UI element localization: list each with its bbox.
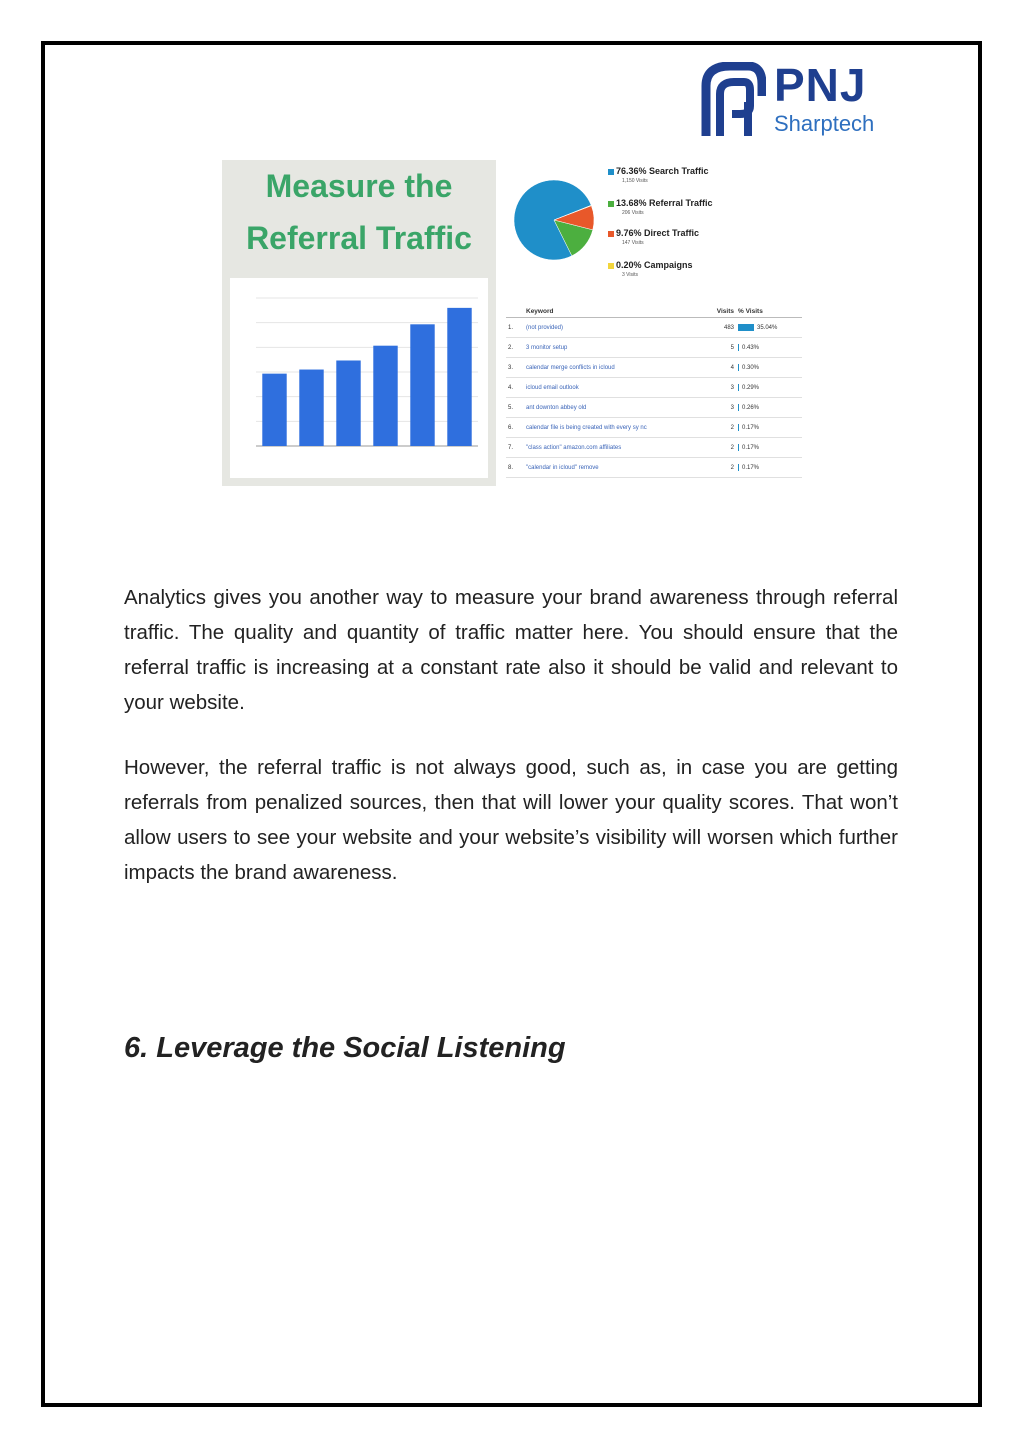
bar	[447, 308, 471, 446]
legend-swatch	[608, 263, 614, 269]
pct-cell	[736, 458, 802, 478]
pct-bar	[738, 404, 739, 411]
traffic-pie-chart	[512, 178, 596, 262]
row-number: 5.	[506, 398, 524, 418]
pct-bar	[738, 444, 739, 451]
pct-label: 0.17%	[742, 425, 760, 432]
keyword-link[interactable]: ant downton abbey old	[524, 398, 702, 418]
table-row	[506, 378, 802, 398]
pct-bar	[738, 424, 739, 431]
table-row	[506, 438, 802, 458]
legend-item	[608, 198, 713, 208]
keyword-link[interactable]: "class action" amazon.com affiliates	[524, 438, 702, 458]
legend-label: 13.68% Referral Traffic	[616, 198, 713, 208]
figure-title-panel	[222, 160, 496, 486]
pct-label: 0.43%	[742, 345, 760, 352]
logo-tagline: Sharptech	[774, 111, 875, 136]
paragraph-referral-risks: However, the referral traffic is not always good, such as, in case you are getting referrals from penalized sources, then that will lower your quality scores. That won’t allow users to see your website and your website’s visibility will worsen which further impacts the brand awareness.	[124, 756, 898, 884]
pct-cell	[736, 398, 802, 418]
table-row	[506, 318, 802, 338]
keyword-link[interactable]: "calendar in icloud" remove	[524, 458, 702, 478]
pct-bar	[738, 464, 739, 471]
table-row	[506, 458, 802, 478]
pct-cell	[736, 378, 802, 398]
legend-visits: 3 Visits	[622, 272, 639, 278]
pct-cell	[736, 338, 802, 358]
bar	[299, 370, 323, 446]
row-number: 4.	[506, 378, 524, 398]
legend-label: 76.36% Search Traffic	[616, 166, 709, 176]
row-number: 2.	[506, 338, 524, 358]
bar	[410, 324, 434, 446]
referral-traffic-figure	[222, 160, 804, 486]
visits-cell: 4	[702, 358, 736, 378]
table-row	[506, 338, 802, 358]
pct-label: 0.29%	[742, 385, 760, 392]
table-header-pct: % Visits	[736, 306, 802, 318]
keyword-link[interactable]: icloud email outlook	[524, 378, 702, 398]
pct-label: 0.30%	[742, 365, 760, 372]
pct-cell	[736, 418, 802, 438]
bar-chart	[230, 278, 488, 478]
pct-label: 35.04%	[757, 325, 778, 332]
bar	[336, 360, 360, 446]
keyword-table	[506, 306, 802, 478]
table-header-keyword: Keyword	[524, 306, 702, 318]
visits-cell: 2	[702, 418, 736, 438]
pct-cell	[736, 318, 802, 338]
table-row	[506, 418, 802, 438]
pct-bar	[738, 364, 739, 371]
bar	[262, 374, 286, 446]
pct-bar	[738, 384, 739, 391]
keyword-link[interactable]: (not provided)	[524, 318, 702, 338]
keyword-link[interactable]: 3 monitor setup	[524, 338, 702, 358]
table-header-visits: Visits	[702, 306, 736, 318]
visits-cell: 3	[702, 398, 736, 418]
legend-visits: 147 Visits	[622, 240, 644, 246]
figure-title-line1: Measure the	[265, 168, 453, 204]
row-number: 7.	[506, 438, 524, 458]
pct-bar	[738, 324, 754, 331]
legend-label: 9.76% Direct Traffic	[616, 228, 700, 238]
row-number: 3.	[506, 358, 524, 378]
visits-cell: 2	[702, 438, 736, 458]
legend-label: 0.20% Campaigns	[616, 260, 693, 270]
keyword-link[interactable]: calendar merge conflicts in icloud	[524, 358, 702, 378]
legend-swatch	[608, 169, 614, 175]
pct-cell	[736, 358, 802, 378]
table-header-num	[506, 306, 524, 318]
visits-cell: 483	[702, 318, 736, 338]
row-number: 6.	[506, 418, 524, 438]
pct-cell	[736, 438, 802, 458]
visits-cell: 5	[702, 338, 736, 358]
table-row	[506, 398, 802, 418]
pct-label: 0.26%	[742, 405, 760, 412]
pct-label: 0.17%	[742, 445, 760, 452]
keyword-link[interactable]: calendar file is being created with every sy nc	[524, 418, 702, 438]
section-heading: 6. Leverage the Social Listening	[124, 1032, 566, 1064]
legend-visits: 1,150 Visits	[622, 178, 648, 184]
pct-label: 0.17%	[742, 465, 760, 472]
bar	[373, 346, 397, 446]
logo-wordmark: PNJ	[774, 59, 867, 111]
visits-cell: 2	[702, 458, 736, 478]
bar-chart-panel	[230, 278, 488, 478]
figure-title-line2: Referral Traffic	[246, 220, 472, 256]
legend-visits: 206 Visits	[622, 210, 644, 216]
table-row	[506, 358, 802, 378]
pct-bar	[738, 344, 739, 351]
visits-cell: 3	[702, 378, 736, 398]
row-number: 8.	[506, 458, 524, 478]
legend-item	[608, 166, 709, 176]
legend-swatch	[608, 231, 614, 237]
pnj-logo-icon	[700, 62, 766, 138]
paragraph-referral-analytics: Analytics gives you another way to measure your brand awareness through referral traffic. The quality and quantity of traffic matter here. You should ensure that the referral traffic is increasing at a constant rate also it should be valid and relevant to your website.	[124, 586, 898, 714]
row-number: 1.	[506, 318, 524, 338]
legend-item	[608, 260, 693, 270]
legend-item	[608, 228, 699, 238]
legend-swatch	[608, 201, 614, 207]
table-header-row	[506, 306, 802, 318]
